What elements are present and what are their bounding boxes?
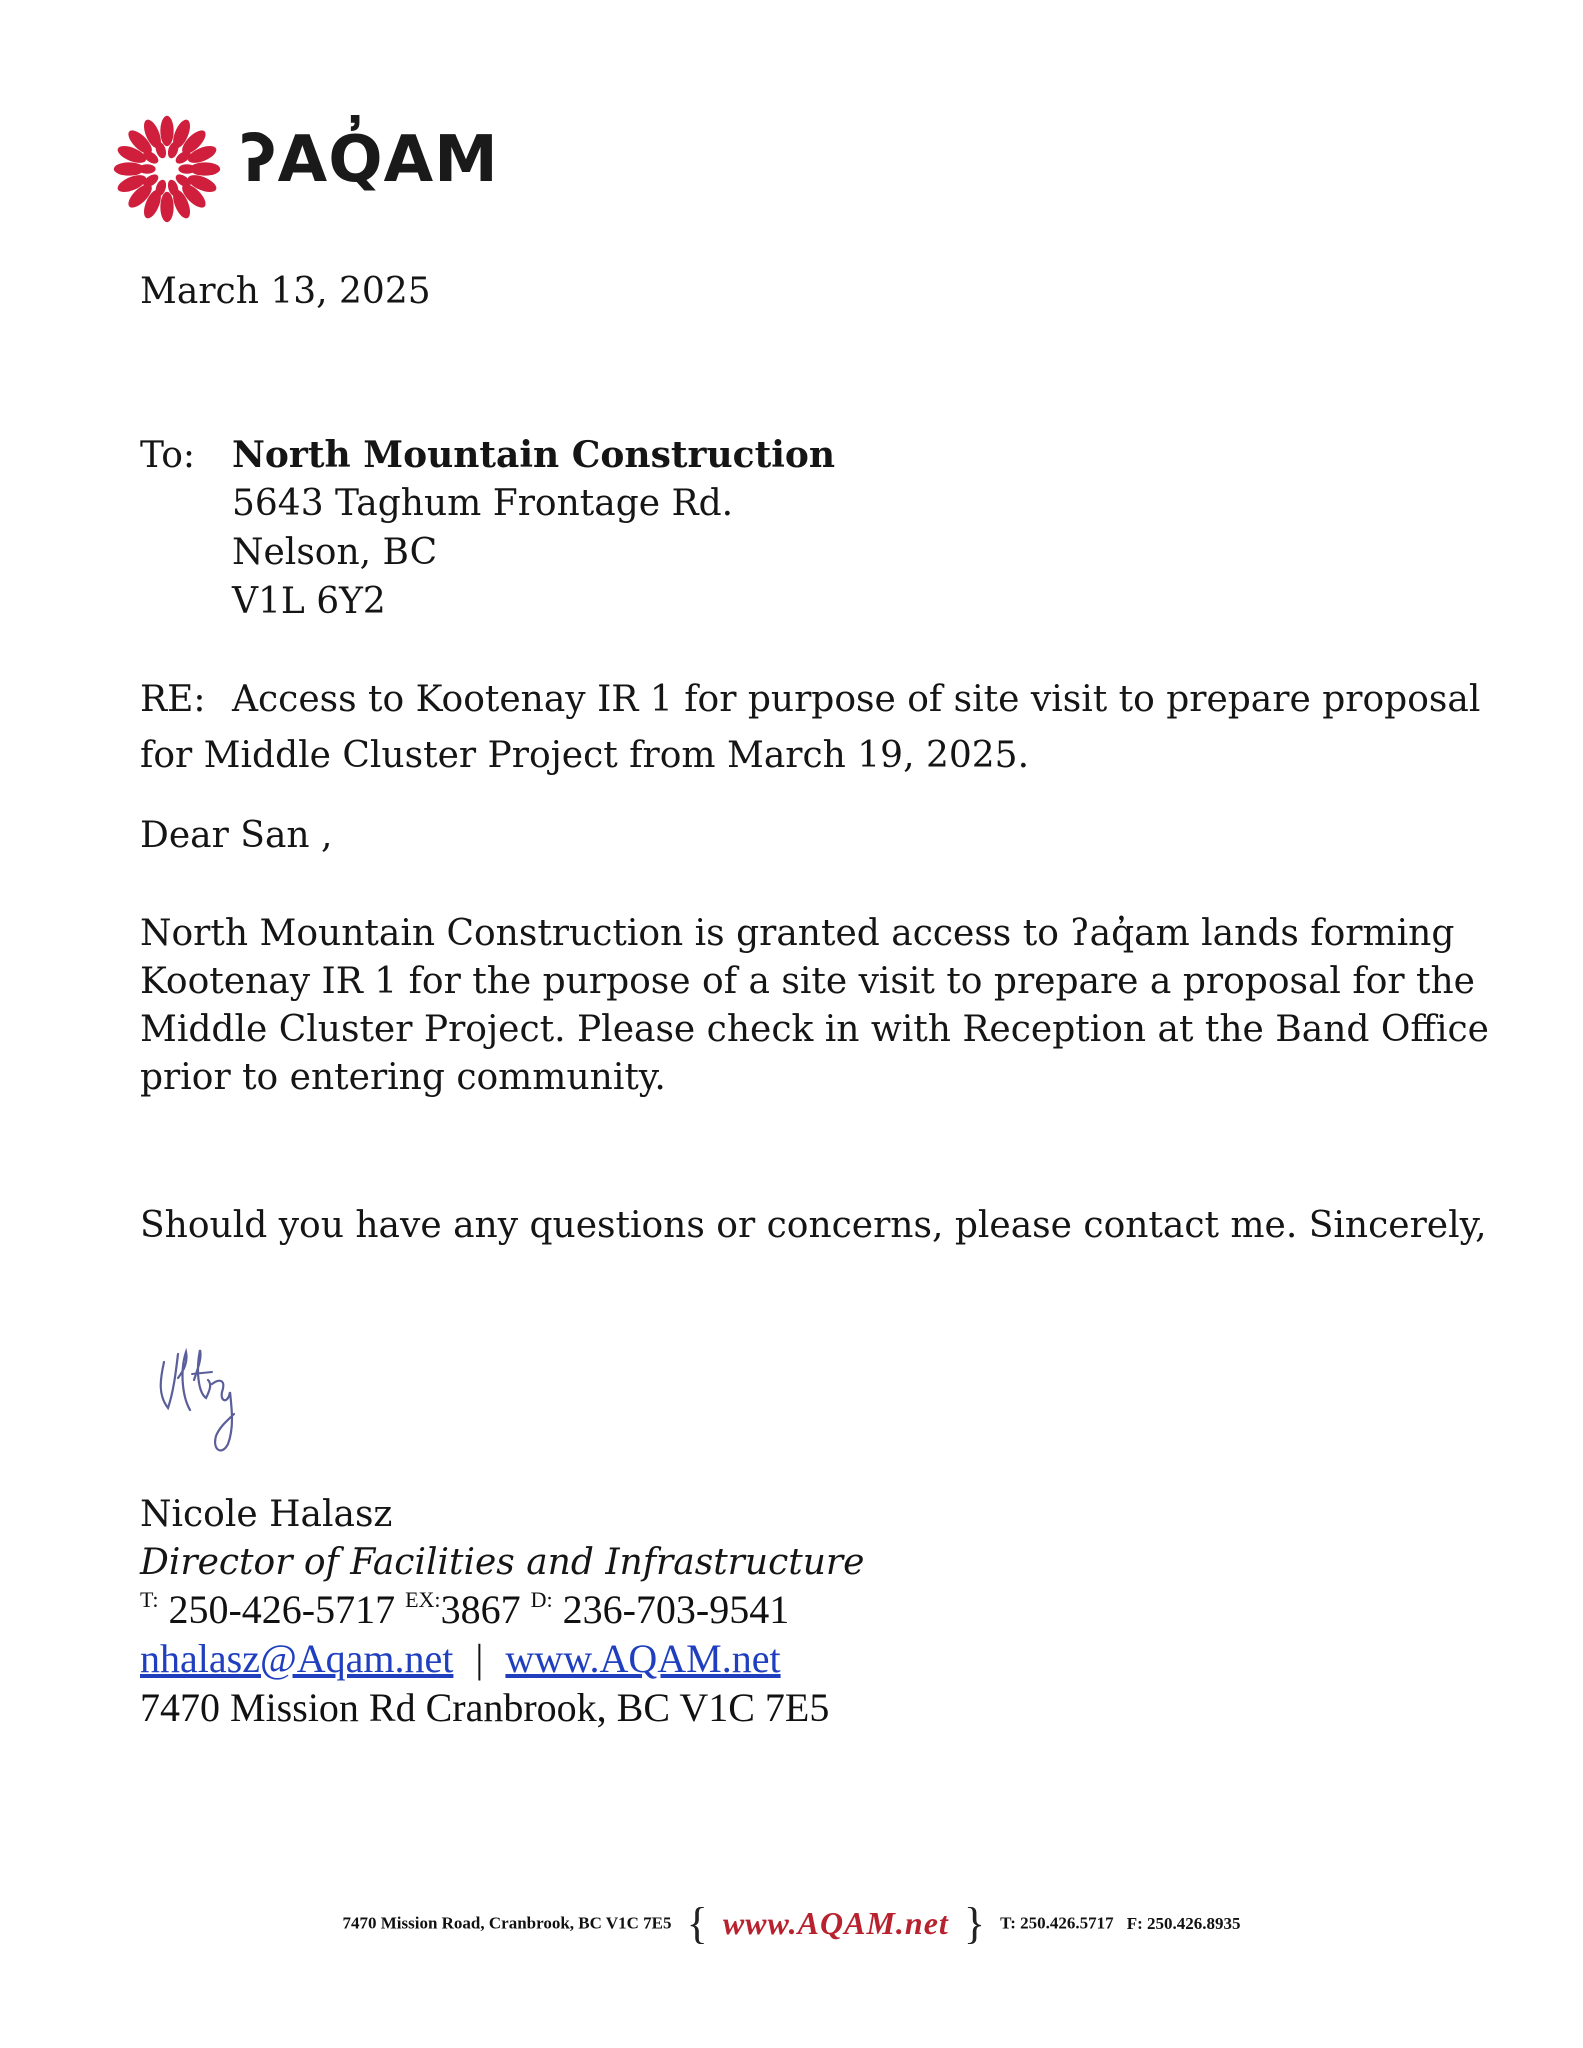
footer-fax: F: 250.426.8935 <box>1126 1913 1241 1933</box>
to-label: To: <box>140 435 196 476</box>
extension-number: 3867 <box>440 1587 521 1632</box>
logo-petal <box>139 164 156 174</box>
recipient-address-line: Nelson, BC <box>232 532 438 573</box>
body-line: North Mountain Construction is granted access to ʔaq̓am lands forming <box>140 913 1455 954</box>
subject-line: Access to Kootenay IR 1 for purpose of site visit to prepare proposal <box>232 679 1481 720</box>
body-line: prior to entering community. <box>140 1057 666 1098</box>
body-line: Middle Cluster Project. Please check in with Reception at the Band Office <box>140 1009 1489 1050</box>
footer-website: www.AQAM.net <box>722 1905 949 1941</box>
email-link[interactable]: nhalasz@Aqam.net <box>140 1636 454 1681</box>
letterhead-footer <box>0 1898 1583 1949</box>
handwritten-signature <box>150 1340 280 1460</box>
footer-brace-open: { <box>686 1899 708 1948</box>
direct-number: 236-703-9541 <box>562 1587 790 1632</box>
salutation: Dear San , <box>140 815 333 856</box>
body-line: Kootenay IR 1 for the purpose of a site visit to prepare a proposal for the <box>140 961 1475 1002</box>
contact-links <box>140 1635 781 1683</box>
recipient-address-line: 5643 Taghum Frontage Rd. <box>232 483 734 524</box>
footer-phone: T: 250.426.5717 <box>1000 1913 1114 1933</box>
aqam-flower-logo-icon <box>110 112 224 226</box>
logo-wordmark: ʔAQ̓AM <box>240 123 499 197</box>
footer-brace-close: } <box>963 1899 986 1948</box>
direct-label: D: <box>530 1587 553 1612</box>
website-link[interactable]: www.AQAM.net <box>505 1636 781 1681</box>
extension-label: EX: <box>405 1587 441 1612</box>
signer-title: Director of Facilities and Infrastructure <box>140 1542 865 1583</box>
phone-label: T: <box>140 1587 159 1612</box>
phone-number: 250-426-5717 <box>168 1587 396 1632</box>
recipient-name: North Mountain Construction <box>232 434 836 476</box>
signer-name: Nicole Halasz <box>140 1494 393 1535</box>
logo-petal <box>178 164 195 174</box>
re-label: RE: <box>140 679 206 720</box>
logo-petal <box>160 192 173 222</box>
logo-petal <box>160 116 173 146</box>
subject-line: for Middle Cluster Project from March 19, 2025. <box>140 735 1030 776</box>
closing-line: Should you have any questions or concerns, please contact me. Sincerely, <box>140 1205 1487 1246</box>
link-separator: | <box>475 1636 484 1681</box>
phone-line <box>140 1586 789 1634</box>
recipient-address-line: V1L 6Y2 <box>232 581 386 622</box>
footer-address: 7470 Mission Road, Cranbrook, BC V1C 7E5 <box>342 1913 672 1933</box>
signer-address: 7470 Mission Rd Cranbrook, BC V1C 7E5 <box>140 1685 830 1730</box>
letter-date: March 13, 2025 <box>140 271 431 312</box>
